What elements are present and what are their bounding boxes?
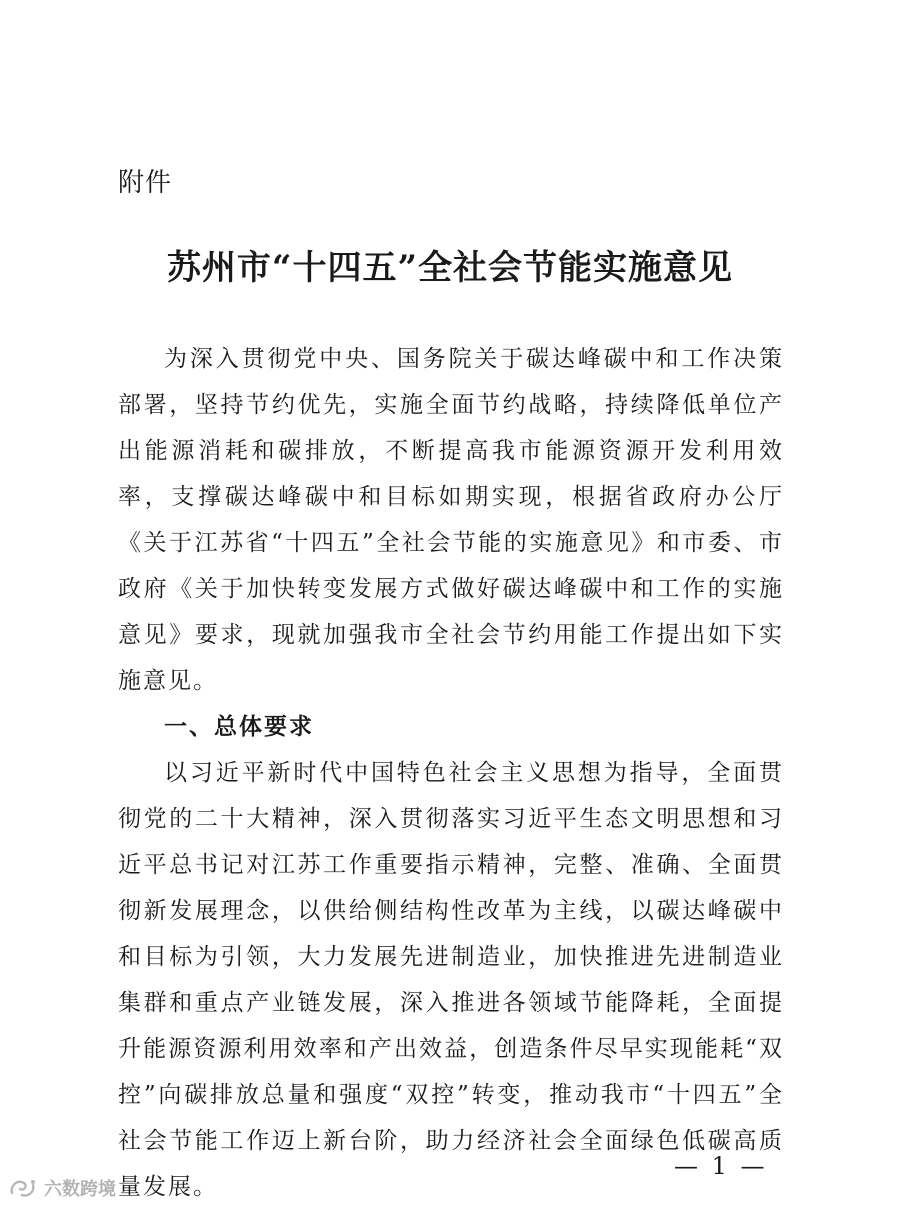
- watermark-text: 六数跨境: [44, 1179, 116, 1200]
- watermark: [8, 1175, 116, 1201]
- page-number: — 1 —: [674, 1152, 768, 1180]
- section-paragraph-general-requirements: 以习近平新时代中国特色社会主义思想为指导，全面贯彻党的二十大精神，深入贯彻落实习近平生态文明思想和习近平总书记对江苏工作重要指示精神，完整、准确、全面贯彻新发展理念，以供给侧结构性改革为主线，以碳达峰碳中和目标为引领，大力发展先进制造业，加快推进先进制造业集群和重点产业链发展，深入推进各领域节能降耗，全面提升能源资源利用效率和产出效益，创造条件尽早实现能耗“双控”向碳排放总量和强度“双控”转变，推动我市“十四五”全社会节能工作迈上新台阶，助力经济社会全面绿色低碳高质量发展。: [118, 760, 784, 1200]
- swirl-logo-icon: [8, 1177, 38, 1199]
- document-body: [118, 336, 784, 1210]
- intro-paragraph: 为深入贯彻党中央、国务院关于碳达峰碳中和工作决策部署，坚持节约优先，实施全面节约战略，持续降低单位产出能源消耗和碳排放，不断提高我市能源资源开发利用效率，支撑碳达峰碳中和目标如期实现，根据省政府办公厅《关于江苏省“十四五”全社会节能的实施意见》和市委、市政府《关于加快转变发展方式做好碳达峰碳中和工作的实施意见》要求，现就加强我市全社会节约用能工作提出如下实施意见。: [118, 346, 784, 694]
- section-heading-general-requirements: 一、总体要求: [164, 714, 314, 740]
- attachment-label: 附件: [118, 168, 173, 198]
- document-title: 苏州市“十四五”全社会节能实施意见: [166, 248, 734, 288]
